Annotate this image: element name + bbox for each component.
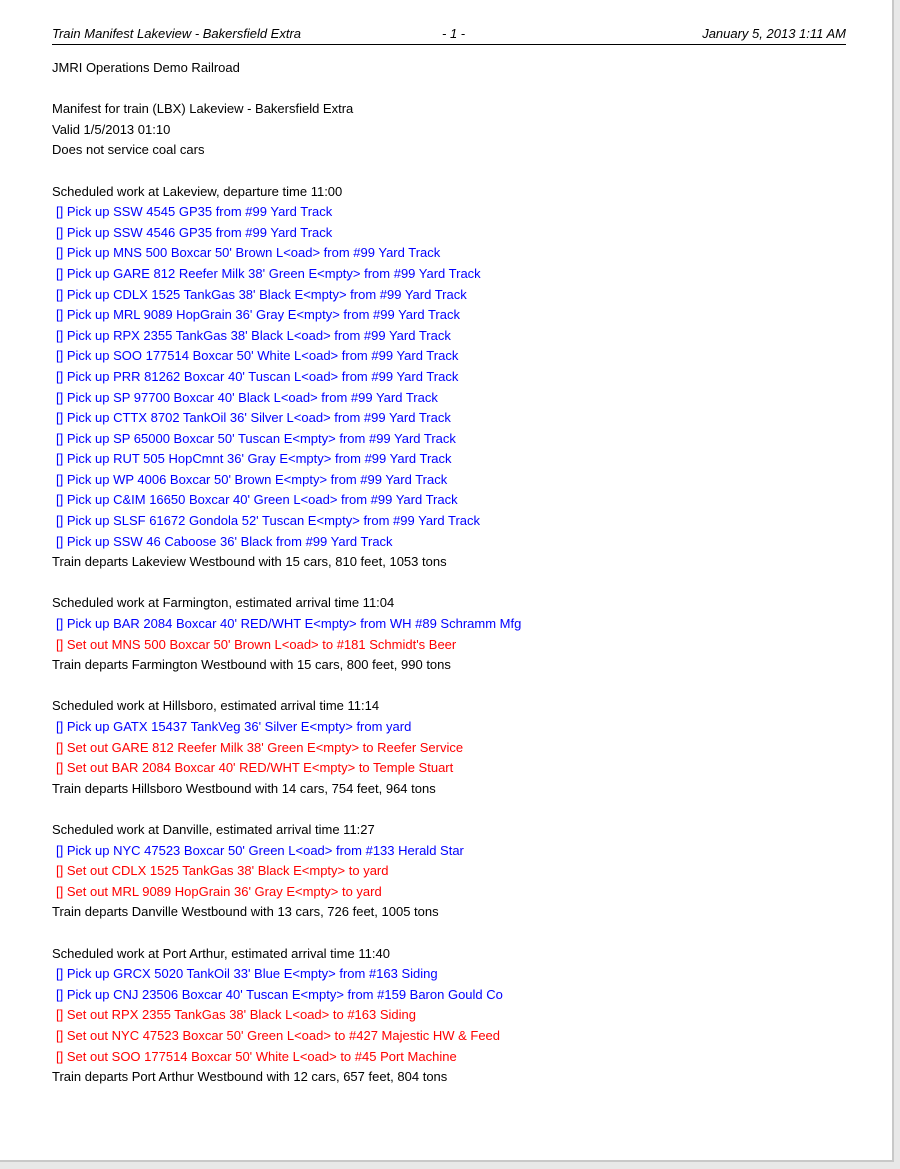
setout-line: [] Set out CDLX 1525 TankGas 38' Black E<mpty> to yard <box>56 863 389 879</box>
pickup-line: [] Pick up NYC 47523 Boxcar 50' Green L<oad> from #133 Herald Star <box>56 842 464 858</box>
pickup-line: [] Pick up C&IM 16650 Boxcar 40' Green L<oad> from #99 Yard Track <box>56 492 458 508</box>
stop-heading: Scheduled work at Danville, estimated arrival time 11:27 <box>52 821 375 837</box>
spacer <box>52 573 852 594</box>
spacer <box>52 676 852 697</box>
setout-line: [] Set out BAR 2084 Boxcar 40' RED/WHT E<mpty> to Temple Stuart <box>56 760 454 776</box>
header-page-number: - 1 - <box>442 26 466 41</box>
pickup-line: [] Pick up SSW 4545 GP35 from #99 Yard Track <box>56 204 333 220</box>
pickup-line: [] Pick up SLSF 61672 Gondola 52' Tuscan E<mpty> from #99 Yard Track <box>56 513 481 529</box>
header-date: January 5, 2013 1:11 AM <box>702 26 846 41</box>
stop-heading: Scheduled work at Port Arthur, estimated arrival time 11:40 <box>52 945 390 961</box>
setout-line: [] Set out NYC 47523 Boxcar 50' Green L<oad> to #427 Majestic HW & Feed <box>56 1027 501 1043</box>
spacer <box>52 923 852 944</box>
departure-line: Train departs Farmington Westbound with 15 cars, 800 feet, 990 tons <box>52 657 451 673</box>
railroad-name: JMRI Operations Demo Railroad <box>52 60 240 75</box>
departure-line: Train departs Port Arthur Westbound with 12 cars, 657 feet, 804 tons <box>52 1069 448 1085</box>
manifest-title: Manifest for train (LBX) Lakeview - Bakersfield Extra <box>52 101 354 117</box>
departure-line: Train departs Danville Westbound with 13 cars, 726 feet, 1005 tons <box>52 904 439 920</box>
setout-line: [] Set out MRL 9089 HopGrain 36' Gray E<mpty> to yard <box>56 883 382 899</box>
pickup-line: [] Pick up BAR 2084 Boxcar 40' RED/WHT E<mpty> from WH #89 Schramm Mfg <box>56 616 522 632</box>
setout-line: [] Set out RPX 2355 TankGas 38' Black L<oad> to #163 Siding <box>56 1007 416 1023</box>
pickup-line: [] Pick up MRL 9089 HopGrain 36' Gray E<mpty> from #99 Yard Track <box>56 307 460 323</box>
pickup-line: [] Pick up CTTX 8702 TankOil 36' Silver L<oad> from #99 Yard Track <box>56 410 451 426</box>
pickup-line: [] Pick up CNJ 23506 Boxcar 40' Tuscan E<mpty> from #159 Baron Gould Co <box>56 986 503 1002</box>
departure-line: Train departs Lakeview Westbound with 15 cars, 810 feet, 1053 tons <box>52 554 447 570</box>
setout-line: [] Set out GARE 812 Reefer Milk 38' Green E<mpty> to Reefer Service <box>56 739 464 755</box>
page-header <box>52 24 846 45</box>
header-title: Train Manifest Lakeview - Bakersfield Extra <box>52 26 302 41</box>
stop-heading: Scheduled work at Farmington, estimated arrival time 11:04 <box>52 595 395 611</box>
pickup-line: [] Pick up GRCX 5020 TankOil 33' Blue E<mpty> from #163 Siding <box>56 966 438 982</box>
pickup-line: [] Pick up WP 4006 Boxcar 50' Brown E<mpty> from #99 Yard Track <box>56 471 448 487</box>
pickup-line: [] Pick up GATX 15437 TankVeg 36' Silver E<mpty> from yard <box>56 719 412 734</box>
service-restriction: Does not service coal cars <box>52 142 205 158</box>
departure-line: Train departs Hillsboro Westbound with 14 cars, 754 feet, 964 tons <box>52 780 436 796</box>
pickup-line: [] Pick up SSW 4546 GP35 from #99 Yard Track <box>56 224 333 240</box>
pickup-line: [] Pick up SP 65000 Boxcar 50' Tuscan E<mpty> from #99 Yard Track <box>56 430 456 446</box>
pickup-line: [] Pick up PRR 81262 Boxcar 40' Tuscan L<oad> from #99 Yard Track <box>56 368 459 384</box>
pickup-line: [] Pick up MNS 500 Boxcar 50' Brown L<oad> from #99 Yard Track <box>56 245 441 261</box>
stops-list <box>52 161 852 1088</box>
pickup-line: [] Pick up RUT 505 HopCmnt 36' Gray E<mpty> from #99 Yard Track <box>56 451 452 467</box>
pickup-line: [] Pick up RPX 2355 TankGas 38' Black L<oad> from #99 Yard Track <box>56 327 451 343</box>
pickup-line: [] Pick up SOO 177514 Boxcar 50' White L<oad> from #99 Yard Track <box>56 348 459 364</box>
setout-line: [] Set out SOO 177514 Boxcar 50' White L<oad> to #45 Port Machine <box>56 1048 457 1064</box>
valid-date: Valid 1/5/2013 01:10 <box>52 121 171 137</box>
stop-heading: Scheduled work at Lakeview, departure time 11:00 <box>52 183 343 199</box>
spacer <box>52 161 852 182</box>
manifest-body <box>52 58 852 1088</box>
spacer <box>52 799 852 820</box>
setout-line: [] Set out MNS 500 Boxcar 50' Brown L<oad> to #181 Schmidt's Beer <box>56 636 457 652</box>
pickup-line: [] Pick up SSW 46 Caboose 36' Black from #99 Yard Track <box>56 533 393 549</box>
stop-heading: Scheduled work at Hillsboro, estimated arrival time 11:14 <box>52 698 380 714</box>
pickup-line: [] Pick up GARE 812 Reefer Milk 38' Green E<mpty> from #99 Yard Track <box>56 265 481 281</box>
pickup-line: [] Pick up SP 97700 Boxcar 40' Black L<oad> from #99 Yard Track <box>56 389 438 405</box>
pickup-line: [] Pick up CDLX 1525 TankGas 38' Black E<mpty> from #99 Yard Track <box>56 286 467 302</box>
spacer <box>52 79 852 100</box>
